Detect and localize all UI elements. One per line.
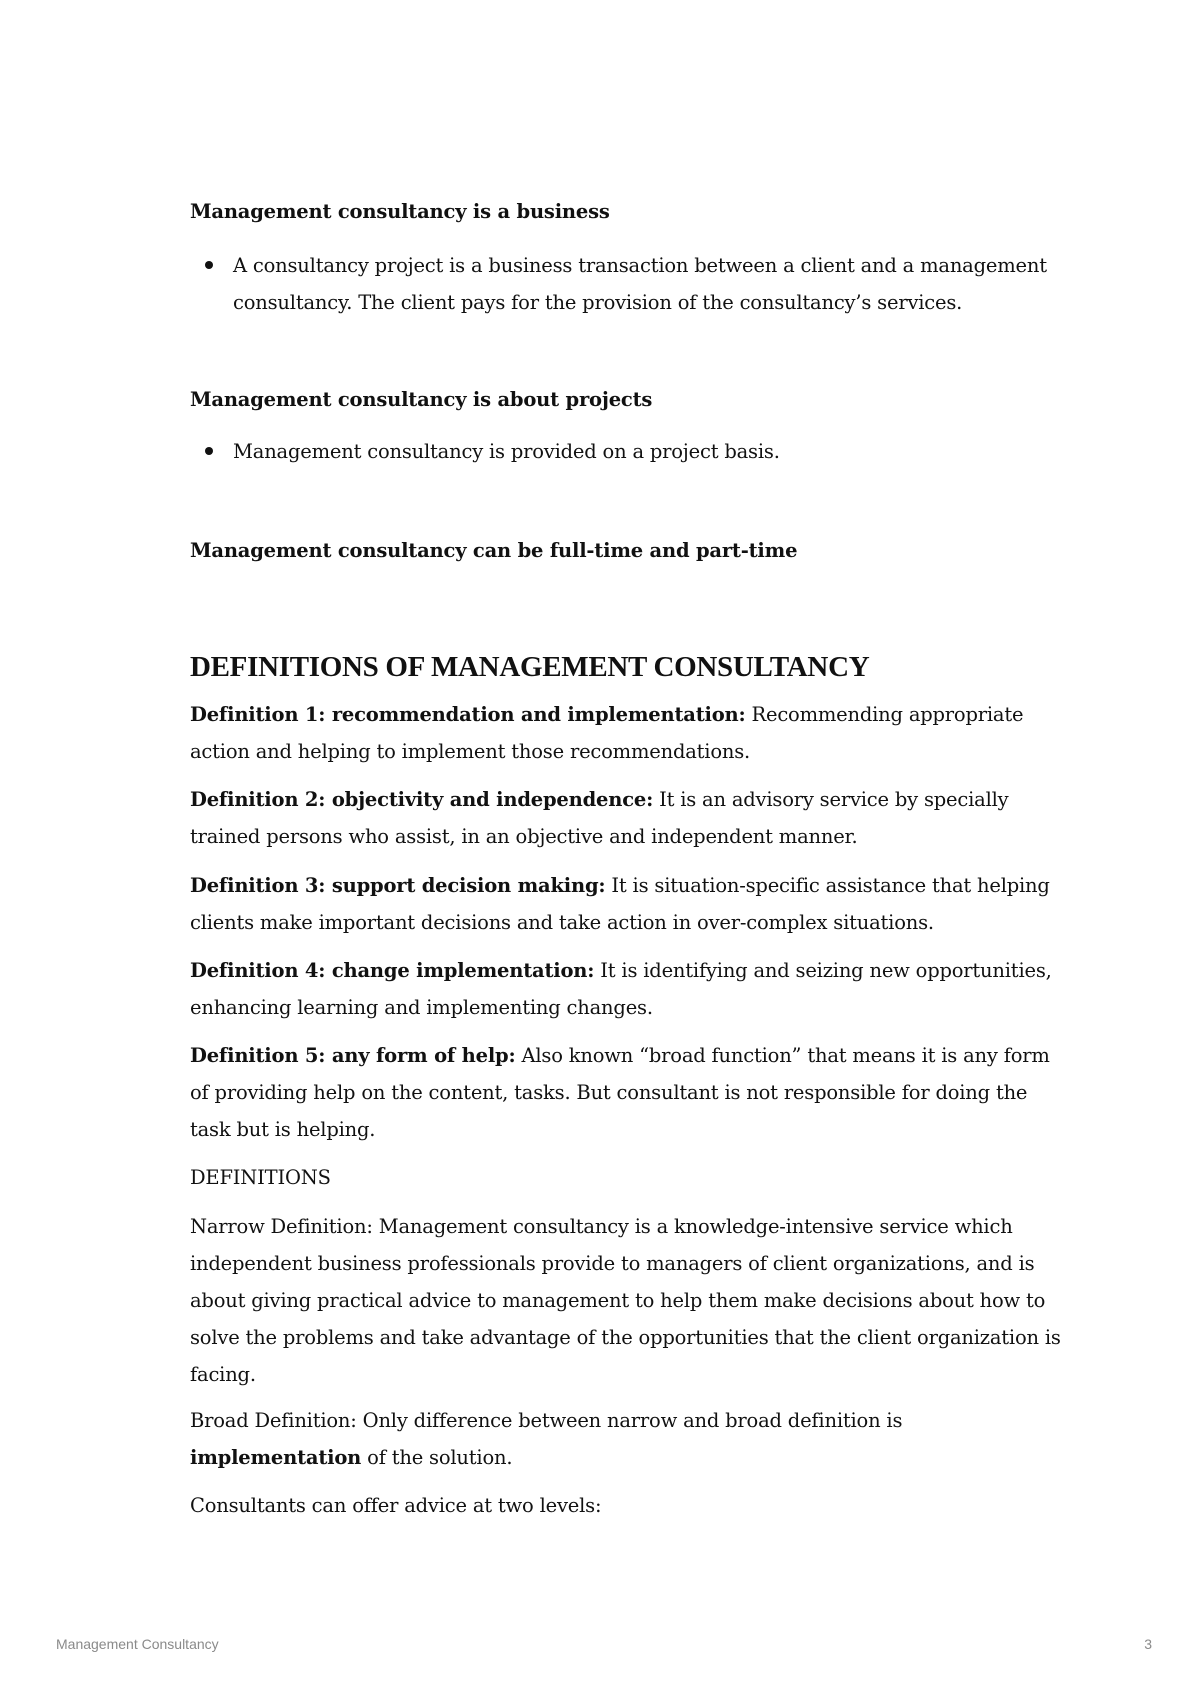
footer-title: Management Consultancy xyxy=(56,1636,219,1652)
broad-definition-bold: implementation xyxy=(190,1446,362,1469)
definition-label: Definition 4: change implementation: xyxy=(190,959,595,982)
definition-label: Definition 3: support decision making: xyxy=(190,874,606,897)
page-number: 3 xyxy=(1144,1636,1152,1652)
definition-paragraph xyxy=(190,781,1070,855)
definition-label: Definition 5: any form of help: xyxy=(190,1044,516,1067)
bullet-icon xyxy=(205,447,213,455)
list-item-text: A consultancy project is a business transaction between a client and a management consultancy. The client pays for the provision of the consultancy’s services. xyxy=(233,254,1047,314)
section-title-projects: Management consultancy is about projects xyxy=(190,388,653,411)
broad-definition xyxy=(190,1402,1070,1476)
definition-label: Definition 1: recommendation and implementation: xyxy=(190,703,746,726)
narrow-definition: Narrow Definition: Management consultancy is a knowledge-intensive service which independent business professionals provide to managers of client organizations, and is about giving practical advice to management to help them make decisions about how to solve the problems and take advantage of the opportunities that the client organization is facing. xyxy=(190,1215,1061,1386)
definition-text: Recommending appropriate action and helping to implement those recommendations. xyxy=(190,703,1024,763)
definition-text: It is an advisory service by specially trained persons who assist, in an objective and independent manner. xyxy=(190,788,1009,848)
bullet-icon xyxy=(205,261,213,269)
definition-paragraph xyxy=(190,1037,1070,1148)
page-heading: DEFINITIONS OF MANAGEMENT CONSULTANCY xyxy=(190,651,870,683)
section-title-full-part-time: Management consultancy can be full-time and part-time xyxy=(190,539,798,562)
definition-paragraph xyxy=(190,696,1070,770)
definition-label: Definition 2: objectivity and independence: xyxy=(190,788,654,811)
definition-text: Also known “broad function” that means it is any form of providing help on the content, tasks. But consultant is not responsible for doing the task but is helping. xyxy=(190,1044,1050,1141)
definition-paragraph xyxy=(190,952,1070,1026)
broad-definition-suffix: of the solution. xyxy=(361,1446,513,1469)
definition-text: It is identifying and seizing new opportunities, enhancing learning and implementing changes. xyxy=(190,959,1052,1019)
list-item xyxy=(190,433,1070,470)
list-item xyxy=(190,247,1070,321)
list-item-text: Management consultancy is provided on a project basis. xyxy=(233,440,780,463)
subheading: DEFINITIONS xyxy=(190,1166,331,1189)
definition-text: It is situation-specific assistance that helping clients make important decisions and take action in over-complex situations. xyxy=(190,874,1050,934)
closing-paragraph: Consultants can offer advice at two levels: xyxy=(190,1494,602,1517)
definition-paragraph xyxy=(190,867,1070,941)
section-title-business: Management consultancy is a business xyxy=(190,200,610,223)
broad-definition-prefix: Broad Definition: Only difference between narrow and broad definition is xyxy=(190,1409,903,1432)
